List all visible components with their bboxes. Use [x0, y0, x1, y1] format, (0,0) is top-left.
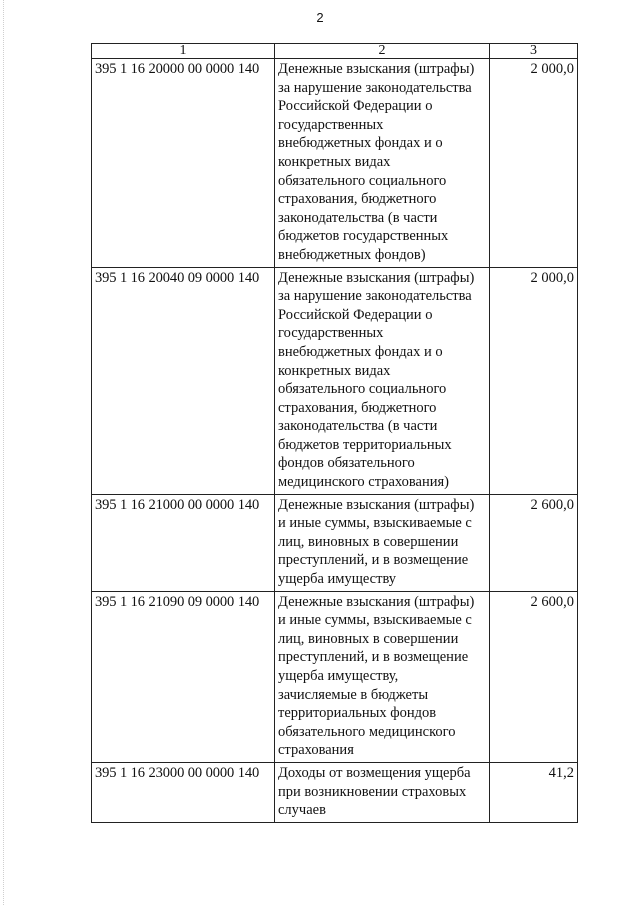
- row-name-line: и иные суммы, взыскиваемые с: [278, 515, 472, 532]
- budget-table: [91, 43, 578, 823]
- row-name-line: внебюджетных фондах и о: [278, 343, 443, 360]
- row-name-line: медицинского страхования): [278, 474, 449, 491]
- row-name-line: ущерба имуществу: [278, 571, 397, 588]
- row-code: 395 1 16 23000 00 0000 140: [92, 762, 275, 822]
- header-name: 2: [275, 44, 490, 59]
- row-name-line: государственных: [278, 116, 384, 133]
- header-row: [92, 44, 578, 59]
- row-name-line: лиц, виновных в совершении: [278, 630, 459, 647]
- row-name: [275, 591, 490, 762]
- row-name-line: Российской Федерации о: [278, 98, 433, 115]
- table-row: [92, 762, 578, 822]
- row-name-line: за нарушение законодательства: [278, 288, 472, 305]
- row-name-line: конкретных видах: [278, 362, 391, 379]
- row-name-line: Денежные взыскания (штрафы): [278, 496, 475, 513]
- row-name-line: Российской Федерации о: [278, 306, 433, 323]
- row-name: [275, 762, 490, 822]
- row-name-line: за нарушение законодательства: [278, 79, 472, 96]
- row-sum: 2 000,0: [490, 267, 578, 494]
- row-sum: 2 000,0: [490, 59, 578, 268]
- row-name-line: преступлений, и в возмещение: [278, 649, 469, 666]
- row-name-line: Доходы от возмещения ущерба: [278, 764, 471, 781]
- row-name-line: страхования: [278, 742, 354, 759]
- scan-edge-dots: [3, 0, 5, 905]
- table-row: [92, 591, 578, 762]
- row-name: [275, 267, 490, 494]
- row-sum: 2 600,0: [490, 494, 578, 591]
- row-name-line: страхования, бюджетного: [278, 191, 437, 208]
- row-name-line: Денежные взыскания (штрафы): [278, 593, 475, 610]
- row-name-line: конкретных видах: [278, 153, 391, 170]
- row-name-line: территориальных фондов: [278, 705, 437, 722]
- row-name-line: бюджетов государственных: [278, 228, 449, 245]
- row-code: 395 1 16 21090 09 0000 140: [92, 591, 275, 762]
- row-name-line: страхования, бюджетного: [278, 399, 437, 416]
- header-code: 1: [92, 44, 275, 59]
- row-name-line: внебюджетных фондов): [278, 246, 426, 263]
- table-row: [92, 267, 578, 494]
- row-name: [275, 494, 490, 591]
- row-code: 395 1 16 21000 00 0000 140: [92, 494, 275, 591]
- page-number: 2: [316, 10, 324, 25]
- row-name-line: ущерба имуществу,: [278, 668, 399, 684]
- row-name-line: при возникновении страховых: [278, 783, 467, 800]
- row-name: [275, 59, 490, 268]
- row-name-line: государственных: [278, 325, 384, 342]
- row-name-line: обязательного социального: [278, 381, 447, 398]
- row-name-line: Денежные взыскания (штрафы): [278, 269, 475, 286]
- table-row: [92, 59, 578, 268]
- row-name-line: законодательства (в части: [278, 209, 438, 226]
- row-name-line: случаев: [278, 802, 326, 819]
- row-name-line: преступлений, и в возмещение: [278, 552, 469, 569]
- row-name-line: лиц, виновных в совершении: [278, 533, 459, 550]
- row-sum: 41,2: [490, 762, 578, 822]
- table-row: [92, 494, 578, 591]
- row-code: 395 1 16 20040 09 0000 140: [92, 267, 275, 494]
- row-code: 395 1 16 20000 00 0000 140: [92, 59, 275, 268]
- row-name-line: бюджетов территориальных: [278, 436, 452, 453]
- row-name-line: фондов обязательного: [278, 455, 415, 472]
- row-name-line: обязательного социального: [278, 172, 447, 189]
- row-sum: 2 600,0: [490, 591, 578, 762]
- row-name-line: обязательного медицинского: [278, 723, 456, 740]
- row-name-line: внебюджетных фондах и о: [278, 135, 443, 152]
- row-name-line: Денежные взыскания (штрафы): [278, 61, 475, 77]
- header-sum: 3: [490, 44, 578, 59]
- row-name-line: зачисляемые в бюджеты: [278, 686, 429, 703]
- row-name-line: и иные суммы, взыскиваемые с: [278, 612, 472, 629]
- row-name-line: законодательства (в части: [278, 418, 438, 435]
- table-body: [92, 59, 578, 823]
